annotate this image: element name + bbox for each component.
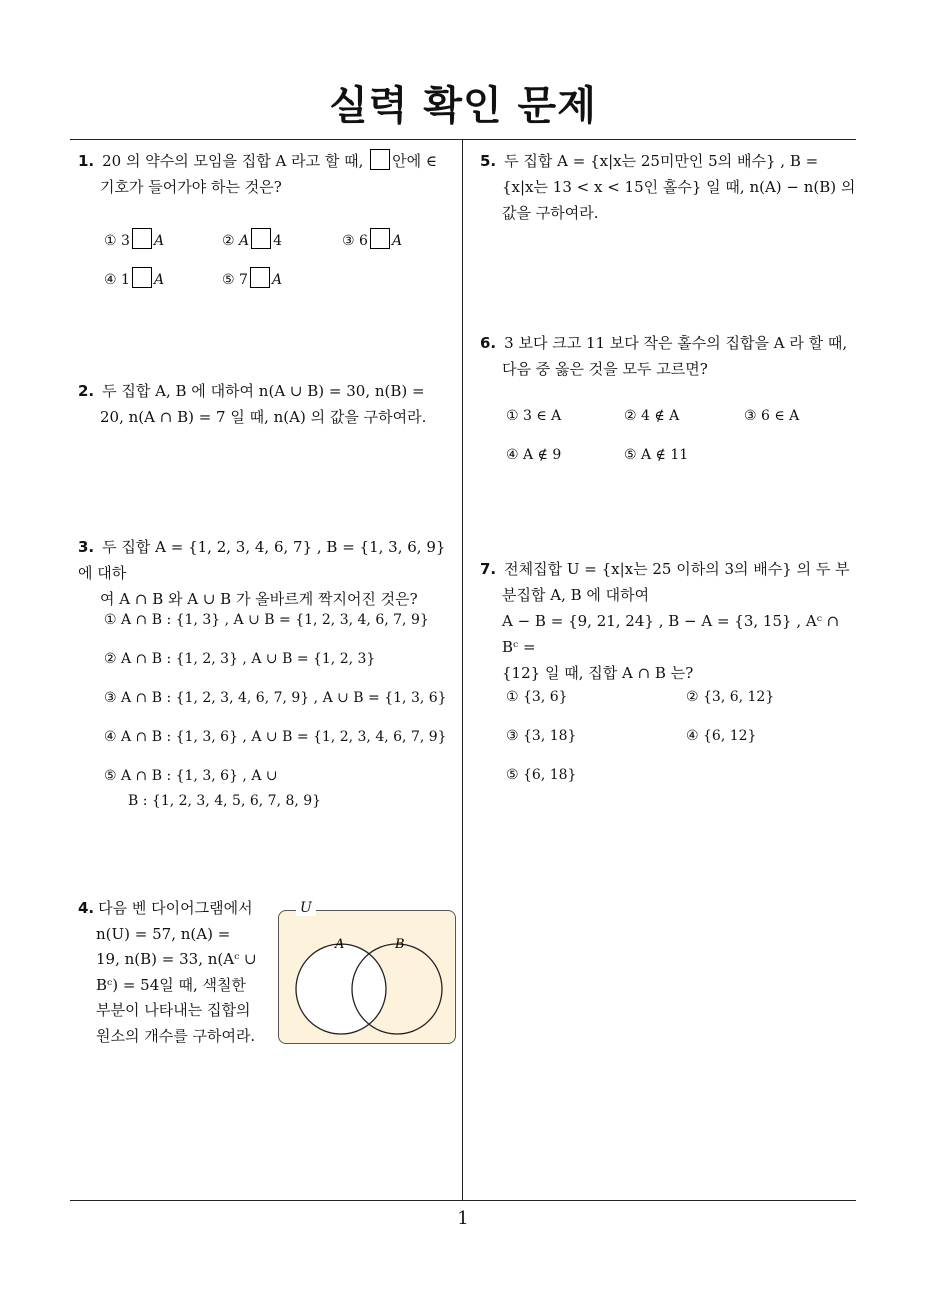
q7-option-4[interactable]: ④ {6, 12} (686, 728, 757, 744)
question-2 (78, 378, 458, 430)
question-4 (78, 896, 268, 1049)
q1-option-1[interactable]: ① 3 A (104, 228, 164, 249)
question-7-line2: 분집합 A, B 에 대하여 (502, 586, 650, 604)
question-4-line4: Bᶜ) = 54일 때, 색칠한 (96, 975, 247, 994)
venn-diagram (278, 910, 456, 1044)
page-title: 실력 확인 문제 (329, 83, 597, 129)
answer-box (370, 149, 390, 170)
q3-option-1[interactable]: ① A ∩ B : {1, 3} , A ∪ B = {1, 2, 3, 4, 6, 7, 9} (104, 612, 429, 628)
column-divider (462, 139, 463, 1201)
question-3-line2: 여 A ∩ B 와 A ∪ B 가 올바르게 짝지어진 것은? (100, 590, 418, 608)
question-6 (480, 330, 860, 382)
q3-option-3[interactable]: ③ A ∩ B : {1, 2, 3, 4, 6, 7, 9} , A ∪ B = {1, 3, 6} (104, 690, 447, 706)
question-1-number: 1. (78, 152, 95, 170)
q1-option-5[interactable]: ⑤ 7 A (222, 267, 282, 288)
q3-option-2[interactable]: ② A ∩ B : {1, 2, 3} , A ∪ B = {1, 2, 3} (104, 651, 376, 667)
question-3-number: 3. (78, 538, 95, 556)
question-3 (78, 534, 458, 612)
question-2-number: 2. (78, 382, 95, 400)
q7-option-2[interactable]: ② {3, 6, 12} (686, 689, 775, 705)
q7-option-1[interactable]: ① {3, 6} (506, 689, 568, 705)
venn-circle-a (296, 944, 386, 1034)
question-4-line3: 19, n(B) = 33, n(Aᶜ ∪ (96, 950, 257, 968)
q6-option-3[interactable]: ③ 6 ∈ A (744, 408, 800, 424)
bottom-rule (70, 1200, 856, 1201)
question-7-line1: 전체집합 U = {x|x는 25 이하의 3의 배수} 의 두 부 (504, 560, 850, 578)
q7-option-5[interactable]: ⑤ {6, 18} (506, 767, 577, 783)
question-6-line1: 3 보다 크고 11 보다 작은 홀수의 집합을 A 라 할 때, (504, 334, 848, 352)
question-4-line6: 원소의 개수를 구하여라. (96, 1026, 256, 1045)
q1-option-2[interactable]: ② A 4 (222, 228, 282, 249)
question-1-line1-tail: 안에 ∈ (392, 152, 437, 170)
venn-svg (279, 911, 455, 1043)
q6-option-1[interactable]: ① 3 ∈ A (506, 408, 562, 424)
q6-option-5[interactable]: ⑤ A ∉ 11 (624, 447, 689, 463)
question-7-number: 7. (480, 560, 497, 578)
question-5-line1: 두 집합 A = {x|x는 25미만인 5의 배수} , B = (504, 152, 819, 170)
q6-option-4[interactable]: ④ A ∉ 9 (506, 447, 562, 463)
venn-label-b: B (395, 937, 405, 952)
q3-option-5-continued: B : {1, 2, 3, 4, 5, 6, 7, 8, 9} (128, 793, 322, 809)
question-1-line2: 기호가 들어가야 하는 것은? (100, 178, 282, 196)
q3-option-5[interactable]: ⑤ A ∩ B : {1, 3, 6} , A ∪ (104, 768, 278, 784)
question-1-line1: 20 의 약수의 모임을 집합 A 라고 할 때, (102, 152, 364, 170)
question-4-line2: n(U) = 57, n(A) = (96, 924, 231, 943)
q1-option-4[interactable]: ④ 1 A (104, 267, 164, 288)
question-5 (480, 148, 860, 226)
question-6-line2: 다음 중 옳은 것을 모두 고르면? (502, 360, 708, 378)
question-5-line2: {x|x는 13 < x < 15인 홀수} 일 때, n(A) − n(B) 의 (502, 178, 856, 196)
question-2-line1: 두 집합 A, B 에 대하여 n(A ∪ B) = 30, n(B) = (102, 382, 425, 400)
question-1 (78, 148, 456, 200)
question-4-line5: 부분이 나타내는 집합의 (96, 1001, 251, 1019)
venn-label-a: A (335, 937, 345, 952)
question-7 (480, 556, 860, 686)
question-7-line3: A − B = {9, 21, 24} , B − A = {3, 15} , Aᶜ ∩ Bᶜ = (502, 612, 840, 656)
question-2-line2: 20, n(A ∩ B) = 7 일 때, n(A) 의 값을 구하여라. (100, 408, 427, 426)
q3-option-4[interactable]: ④ A ∩ B : {1, 3, 6} , A ∪ B = {1, 2, 3, 4, 6, 7, 9} (104, 729, 447, 745)
question-3-line1: 두 집합 A = {1, 2, 3, 4, 6, 7} , B = {1, 3, 6, 9} 에 대하 (78, 538, 446, 582)
venn-label-u: U (296, 900, 316, 916)
q6-option-2[interactable]: ② 4 ∉ A (624, 408, 680, 424)
question-7-line4: {12} 일 때, 집합 A ∩ B 는? (502, 664, 694, 682)
question-5-line3: 값을 구하여라. (502, 204, 599, 222)
top-rule (70, 139, 856, 140)
question-4-line1: 다음 벤 다이어그램에서 (98, 899, 253, 917)
q7-option-3[interactable]: ③ {3, 18} (506, 728, 577, 744)
page-number: 1 (457, 1208, 469, 1229)
question-4-number: 4. (78, 899, 95, 917)
question-5-number: 5. (480, 152, 497, 170)
q1-option-3[interactable]: ③ 6 A (342, 228, 402, 249)
question-6-number: 6. (480, 334, 497, 352)
